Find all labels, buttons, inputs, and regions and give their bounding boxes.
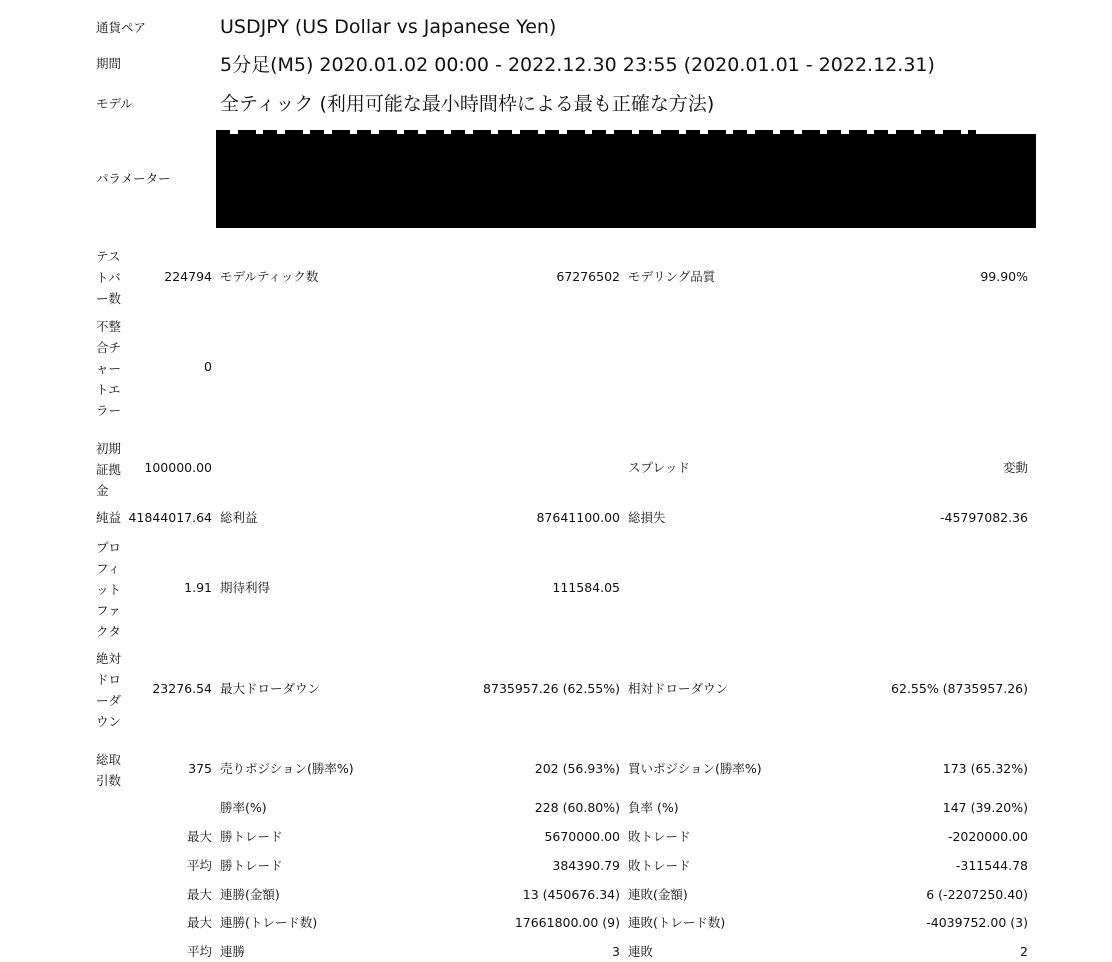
max-consecutive-wins-count-value: 17661800.00 (9) [514,915,620,930]
profit-factor-label: プロ フィ ット ファ クタ [96,540,122,639]
mismatch-errors-label: 不整 合チ ャー トエ ラー [96,319,122,418]
model-label: モデル [96,96,133,111]
gross-profit-label: 総利益 [220,510,258,525]
average-consecutive-wins-value: 3 [612,944,620,959]
trade-row-prefix: 平均 [186,858,212,873]
modeling-quality-label: モデリング品質 [628,269,716,284]
initial-deposit-label: 初期 証拠 金 [96,441,122,498]
expected-payoff-label: 期待利得 [220,580,271,595]
largest-profit-trade-value: 5670000.00 [544,829,620,844]
profit-factor-value: 1.91 [184,580,212,595]
period-label: 期間 [96,56,122,71]
max-consecutive-losses-money-value: 6 (-2207250.40) [926,887,1028,902]
average-profit-trade-value: 384390.79 [552,858,620,873]
loss-rate-label: 負率 (%) [628,800,679,815]
modeling-quality-value: 99.90% [980,269,1028,284]
relative-drawdown-label: 相対ドローダウン [628,681,729,696]
average-consecutive-wins-label: 連勝 [220,944,246,959]
max-consecutive-wins-money-value: 13 (450676.34) [522,887,620,902]
model-ticks-label: モデルティック数 [220,269,319,284]
currency-pair-value: USDJPY (US Dollar vs Japanese Yen) [220,16,557,38]
max-consecutive-losses-money-label: 連敗(金額) [628,887,688,902]
trade-row-prefix: 最大 [186,915,212,930]
test-bars-value: 224794 [164,269,212,284]
parameters-label: パラメーター [96,171,171,186]
expected-payoff-value: 111584.05 [552,580,620,595]
absolute-drawdown-value: 23276.54 [152,681,212,696]
gross-profit-value: 87641100.00 [536,510,620,525]
long-positions-value: 173 (65.32%) [942,761,1028,776]
total-trades-value: 375 [188,761,212,776]
average-consecutive-losses-value: 2 [1020,944,1028,959]
average-profit-trade-label: 勝トレード [220,858,283,873]
loss-rate-value: 147 (39.20%) [942,800,1028,815]
spread-value: 変動 [1002,460,1028,475]
maximal-drawdown-value: 8735957.26 (62.55%) [483,681,620,696]
average-consecutive-losses-label: 連敗 [628,944,654,959]
initial-deposit-value: 100000.00 [144,460,212,475]
win-rate-label: 勝率(%) [220,800,267,815]
short-positions-label: 売りポジション(勝率%) [220,761,354,776]
long-positions-label: 買いポジション(勝率%) [628,761,762,776]
max-consecutive-losses-count-label: 連敗(トレード数) [628,915,726,930]
trade-row-prefix: 平均 [186,944,212,959]
maximal-drawdown-label: 最大ドローダウン [220,681,321,696]
net-profit-label: 純益 [96,510,122,525]
net-profit-value: 41844017.64 [128,510,212,525]
max-consecutive-losses-count-value: -4039752.00 (3) [926,915,1028,930]
gross-loss-label: 総損失 [628,510,666,525]
absolute-drawdown-label: 絶対 ドロ ーダ ウン [96,651,122,729]
gross-loss-value: -45797082.36 [939,510,1028,525]
total-trades-label: 総取 引数 [96,752,122,788]
short-positions-value: 202 (56.93%) [534,761,620,776]
largest-profit-trade-label: 勝トレード [220,829,283,844]
model-ticks-value: 67276502 [556,269,620,284]
largest-loss-trade-label: 敗トレード [628,829,691,844]
max-consecutive-wins-count-label: 連勝(トレード数) [220,915,318,930]
spread-label: スプレッド [628,460,690,475]
trade-row-prefix: 最大 [186,829,212,844]
average-loss-trade-value: -311544.78 [955,858,1028,873]
trade-row-prefix: 最大 [186,887,212,902]
average-loss-trade-label: 敗トレード [628,858,691,873]
currency-pair-label: 通貨ペア [96,20,147,35]
test-bars-label: テス トバ ー数 [96,249,122,306]
largest-loss-trade-value: -2020000.00 [947,829,1028,844]
period-value: 5分足(M5) 2020.01.02 00:00 - 2022.12.30 23:55 (2020.01.01 - 2022.12.31) [220,54,935,76]
win-rate-value: 228 (60.80%) [534,800,620,815]
model-value: 全ティック (利用可能な最小時間枠による最も正確な方法) [220,93,715,115]
redacted-parameters-block [216,134,1036,228]
relative-drawdown-value: 62.55% (8735957.26) [891,681,1028,696]
max-consecutive-wins-money-label: 連勝(金額) [220,887,280,902]
mismatch-errors-value: 0 [204,359,212,374]
